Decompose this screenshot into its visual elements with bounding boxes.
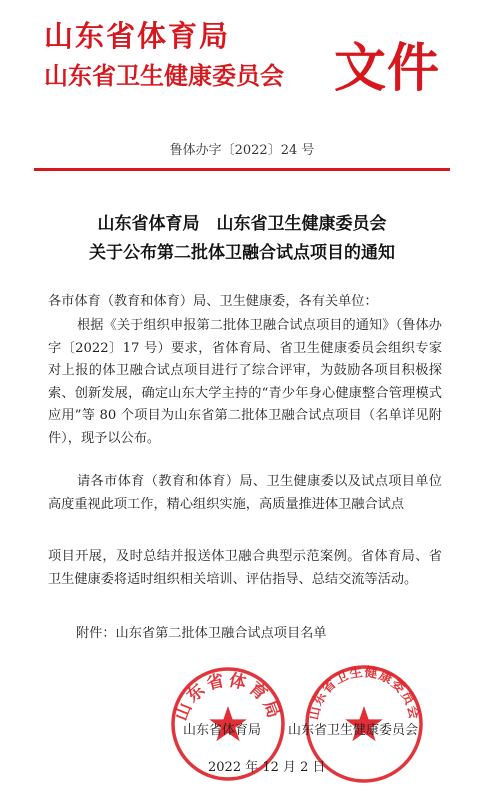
body-paragraph-3: 项目开展，及时总结并报送体卫融合典型示范案例。省体育局、省卫生健康委将适时组织相关培训、评估指导、总结交流等活动。: [48, 549, 442, 587]
body-paragraph-2: 请各市体育（教育和体育）局、卫生健康委以及试点项目单位高度重视此项工作，精心组织实施，高质量推进体卫融合试点: [48, 474, 442, 512]
issue-date: 2022 年 12 月 2 日: [208, 760, 326, 775]
signer-health-commission: 山东省卫生健康委员会: [288, 723, 419, 738]
document-type-label: 文件: [334, 39, 441, 99]
document-number: 鲁体办字〔2022〕24 号: [169, 143, 315, 158]
red-letterhead: [0, 0, 484, 150]
red-divider-line: [34, 168, 450, 171]
attachment-note: 附件：山东省第二批体卫融合试点项目名单: [76, 626, 327, 641]
issuer-name-1: 山东省体育局: [44, 19, 231, 53]
seal-1-text: 山东省体育局: [171, 670, 285, 724]
signer-sports-bureau: 山东省体育局: [183, 723, 262, 738]
notice-title-line-2: 关于公布第二批体卫融合试点项目的通知: [89, 243, 395, 263]
body-paragraph-1: 根据《关于组织申报第二批体卫融合试点项目的通知》（鲁体办字〔2022〕17 号）要求，省体育局、省卫生健康委员会组织专家对上报的体卫融合试点项目进行了综合评审，为鼓励各项目积极探索、创新发展，确定山东大学主持的“青少年身心健康整合管理模式应用”等 80 个项目为山东省第二批体卫融合试点项目（名单详见附件），现予以公布。: [48, 318, 442, 446]
issuer-name-2: 山东省卫生健康委员会: [44, 62, 284, 90]
addressee: 各市体育（教育和体育）局、卫生健康委，各有关单位：: [48, 294, 378, 309]
notice-title-line-1: 山东省体育局 山东省卫生健康委员会: [97, 214, 387, 234]
seal-2-text: 山东省卫生健康委员会: [306, 665, 422, 722]
